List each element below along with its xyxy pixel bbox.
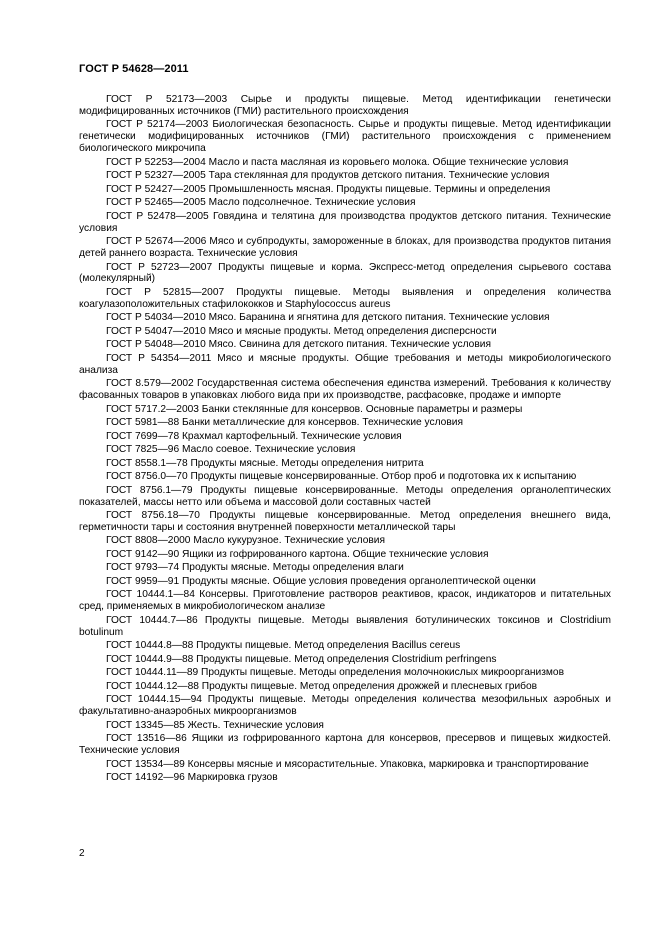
reference-code: ГОСТ Р 52174—2003	[106, 119, 209, 131]
reference-item	[79, 353, 611, 377]
reference-code: ГОСТ Р 54047—2010	[106, 325, 206, 337]
reference-code: ГОСТ 8558.1—78	[106, 457, 188, 469]
reference-code: ГОСТ 5717.2—2003	[106, 403, 199, 415]
reference-code: ГОСТ 9959—91	[106, 575, 180, 587]
reference-code: ГОСТ 10444.12—88	[106, 680, 199, 692]
reference-title: Продукты пищевые. Метод определения Bacillus cereus	[196, 640, 461, 652]
reference-code: ГОСТ 10444.1—84	[106, 589, 195, 601]
reference-code: ГОСТ Р 52815—2007	[106, 286, 225, 298]
reference-title: Ящики из гофрированного картона для консервов, пресервов и пищевых жидкостей. Технические условия	[79, 733, 611, 757]
reference-item	[79, 119, 611, 155]
reference-code: ГОСТ Р 54034—2010	[106, 312, 206, 324]
reference-title: Продукты пищевые. Метод определения дрожжей и плесневых грибов	[201, 680, 538, 692]
reference-item	[79, 615, 611, 639]
reference-item	[79, 431, 611, 443]
reference-code: ГОСТ Р 54354—2011	[106, 352, 212, 364]
reference-title: Говядина и телятина для производства продуктов детского питания. Технические условия	[79, 210, 611, 234]
reference-title: Мясо и мясные продукты. Общие требования и методы микробиологического анализа	[79, 352, 611, 376]
reference-title: Жесть. Технические условия	[187, 719, 324, 731]
reference-code: ГОСТ Р 52723—2007	[106, 261, 213, 273]
reference-title: Продукты пищевые. Методы определения молочнокислых микроорганизмов	[201, 667, 564, 679]
reference-code: ГОСТ 10444.9—88	[106, 653, 194, 665]
reference-item	[79, 720, 611, 732]
reference-item	[79, 262, 611, 286]
reference-title: Крахмал картофельный. Технические условия	[181, 430, 402, 442]
reference-title: Продукты пищевые. Метод определения Clostridium perfringens	[196, 653, 497, 665]
reference-title: Продукты пищевые. Методы определения количества мезофильных аэробных и факультативно-анаэробных микроорганизмов	[79, 694, 611, 718]
reference-code: ГОСТ Р 52465—2005	[106, 197, 206, 209]
reference-code: ГОСТ 10444.15—94	[106, 694, 202, 706]
normative-references-list	[79, 94, 611, 786]
reference-code: ГОСТ 10444.7—86	[106, 614, 198, 626]
reference-item	[79, 197, 611, 209]
reference-code: ГОСТ 8.579—2002	[106, 378, 194, 390]
reference-item	[79, 417, 611, 429]
reference-item	[79, 339, 611, 351]
reference-item	[79, 549, 611, 561]
reference-title: Продукты пищевые. Методы выявления и определения количества коагулазоположительных стафилококков и Staphylococcus aureus	[79, 286, 611, 310]
reference-item	[79, 404, 611, 416]
reference-code: ГОСТ 10444.11—89	[106, 667, 199, 679]
reference-code: ГОСТ 8808—2000	[106, 535, 191, 547]
reference-item	[79, 654, 611, 666]
reference-title: Масло соевое. Технические условия	[181, 444, 356, 456]
reference-title: Продукты мясные. Общие условия проведения органолептической оценки	[181, 575, 536, 587]
reference-title: Государственная система обеспечения единства измерений. Требования к количеству фасованных товаров в упаковках любого вида при их производстве, расфасовке, продаже и импорте	[79, 378, 611, 402]
reference-item	[79, 312, 611, 324]
reference-title: Продукты мясные. Методы определения нитрита	[190, 457, 424, 469]
reference-code: ГОСТ 13516—86	[106, 733, 187, 745]
reference-title: Мясо. Баранина и ягнятина для детского питания. Технические условия	[208, 312, 550, 324]
reference-title: Ящики из гофрированного картона. Общие технические условия	[181, 548, 489, 560]
reference-item	[79, 326, 611, 338]
reference-code: ГОСТ Р 52253—2004	[106, 156, 206, 168]
reference-item	[79, 471, 611, 483]
reference-title: Продукты мясные. Методы определения влаги	[181, 562, 404, 574]
reference-title: Продукты пищевые консервированные. Методы определения органолептических показателей, массы нетто или объема и массовой доли составных частей	[79, 484, 611, 508]
reference-item	[79, 759, 611, 771]
reference-code: ГОСТ 9142—90	[106, 548, 180, 560]
reference-code: ГОСТ Р 52327—2005	[106, 170, 206, 182]
reference-code: ГОСТ 5981—88	[106, 417, 180, 429]
reference-title: Продукты пищевые консервированные. Отбор проб и подготовка их к испытанию	[190, 471, 577, 483]
reference-item	[79, 640, 611, 652]
reference-item	[79, 184, 611, 196]
reference-item	[79, 535, 611, 547]
reference-item	[79, 444, 611, 456]
reference-title: Консервы мясные и мясорастительные. Упаковка, маркировка и транспортирование	[187, 758, 589, 770]
reference-title: Банки стеклянные для консервов. Основные параметры и размеры	[201, 403, 523, 415]
reference-title: Мясо и мясные продукты. Метод определения дисперсности	[208, 325, 497, 337]
reference-item	[79, 589, 611, 613]
reference-code: ГОСТ Р 52674—2006	[106, 236, 207, 248]
reference-item	[79, 170, 611, 182]
reference-code: ГОСТ 14192—96	[106, 772, 185, 784]
reference-code: ГОСТ Р 52427—2005	[106, 183, 206, 195]
reference-code: ГОСТ Р 54048—2010	[106, 339, 206, 351]
reference-code: ГОСТ 7825—96	[106, 444, 180, 456]
reference-title: Масло подсолнечное. Технические условия	[208, 197, 416, 209]
reference-code: ГОСТ Р 52173—2003	[106, 94, 228, 105]
reference-title: Консервы. Приготовление растворов реактивов, красок, индикаторов и питательных сред, применяемых в микробиологическом анализе	[79, 589, 611, 613]
reference-item	[79, 287, 611, 311]
reference-code: ГОСТ 10444.8—88	[106, 640, 194, 652]
reference-item	[79, 211, 611, 235]
reference-title: Банки металлические для консервов. Технические условия	[181, 417, 463, 429]
reference-code: ГОСТ 8756.1—79	[106, 484, 193, 496]
reference-title: Тара стеклянная для продуктов детского питания. Технические условия	[208, 170, 550, 182]
reference-title: Продукты пищевые и корма. Экспресс-метод определения сырьевого состава (молекулярный)	[79, 261, 611, 285]
reference-code: ГОСТ 13534—89	[106, 758, 185, 770]
reference-code: ГОСТ 9793—74	[106, 562, 180, 574]
reference-title: Продукты пищевые. Методы выявления ботулинических токсинов и Clostridium botulinum	[79, 614, 611, 638]
page-number: 2	[79, 848, 85, 859]
reference-item	[79, 733, 611, 757]
reference-item	[79, 157, 611, 169]
reference-title: Сырье и продукты пищевые. Метод идентификации генетически модифицированных источников (ГМИ) растительного происхождения	[79, 94, 611, 117]
reference-code: ГОСТ 7699—78	[106, 430, 180, 442]
reference-code: ГОСТ 8756.18—70	[106, 510, 200, 522]
reference-item	[79, 236, 611, 260]
reference-title: Биологическая безопасность. Сырье и продукты пищевые. Метод идентификации генетически модифицированных источников (ГМИ) растительного происхождения с применением биологического микрочипа	[79, 119, 611, 155]
reference-item	[79, 378, 611, 402]
reference-code: ГОСТ Р 52478—2005	[106, 210, 209, 222]
reference-item	[79, 772, 611, 784]
reference-item	[79, 94, 611, 118]
reference-title: Маркировка грузов	[187, 772, 278, 784]
reference-code: ГОСТ 8756.0—70	[106, 471, 188, 483]
reference-item	[79, 681, 611, 693]
reference-item	[79, 562, 611, 574]
reference-item	[79, 458, 611, 470]
reference-title: Мясо. Свинина для детского питания. Технические условия	[208, 339, 491, 351]
document-header: ГОСТ Р 54628—2011	[79, 63, 189, 75]
reference-title: Мясо и субпродукты, замороженные в блоках, для производства продуктов питания детей раннего возраста. Технические условия	[79, 236, 611, 260]
reference-title: Промышленность мясная. Продукты пищевые. Термины и определения	[208, 183, 551, 195]
reference-item	[79, 694, 611, 718]
reference-title: Масло кукурузное. Технические условия	[193, 535, 386, 547]
reference-item	[79, 667, 611, 679]
reference-item	[79, 576, 611, 588]
reference-title: Масло и паста масляная из коровьего молока. Общие технические условия	[208, 156, 569, 168]
reference-title: Продукты пищевые консервированные. Метод определения внешнего вида, герметичности тары и состояния внутренней поверхности металлической тары	[79, 510, 611, 533]
reference-item	[79, 510, 611, 534]
reference-code: ГОСТ 13345—85	[106, 719, 185, 731]
reference-item	[79, 485, 611, 509]
